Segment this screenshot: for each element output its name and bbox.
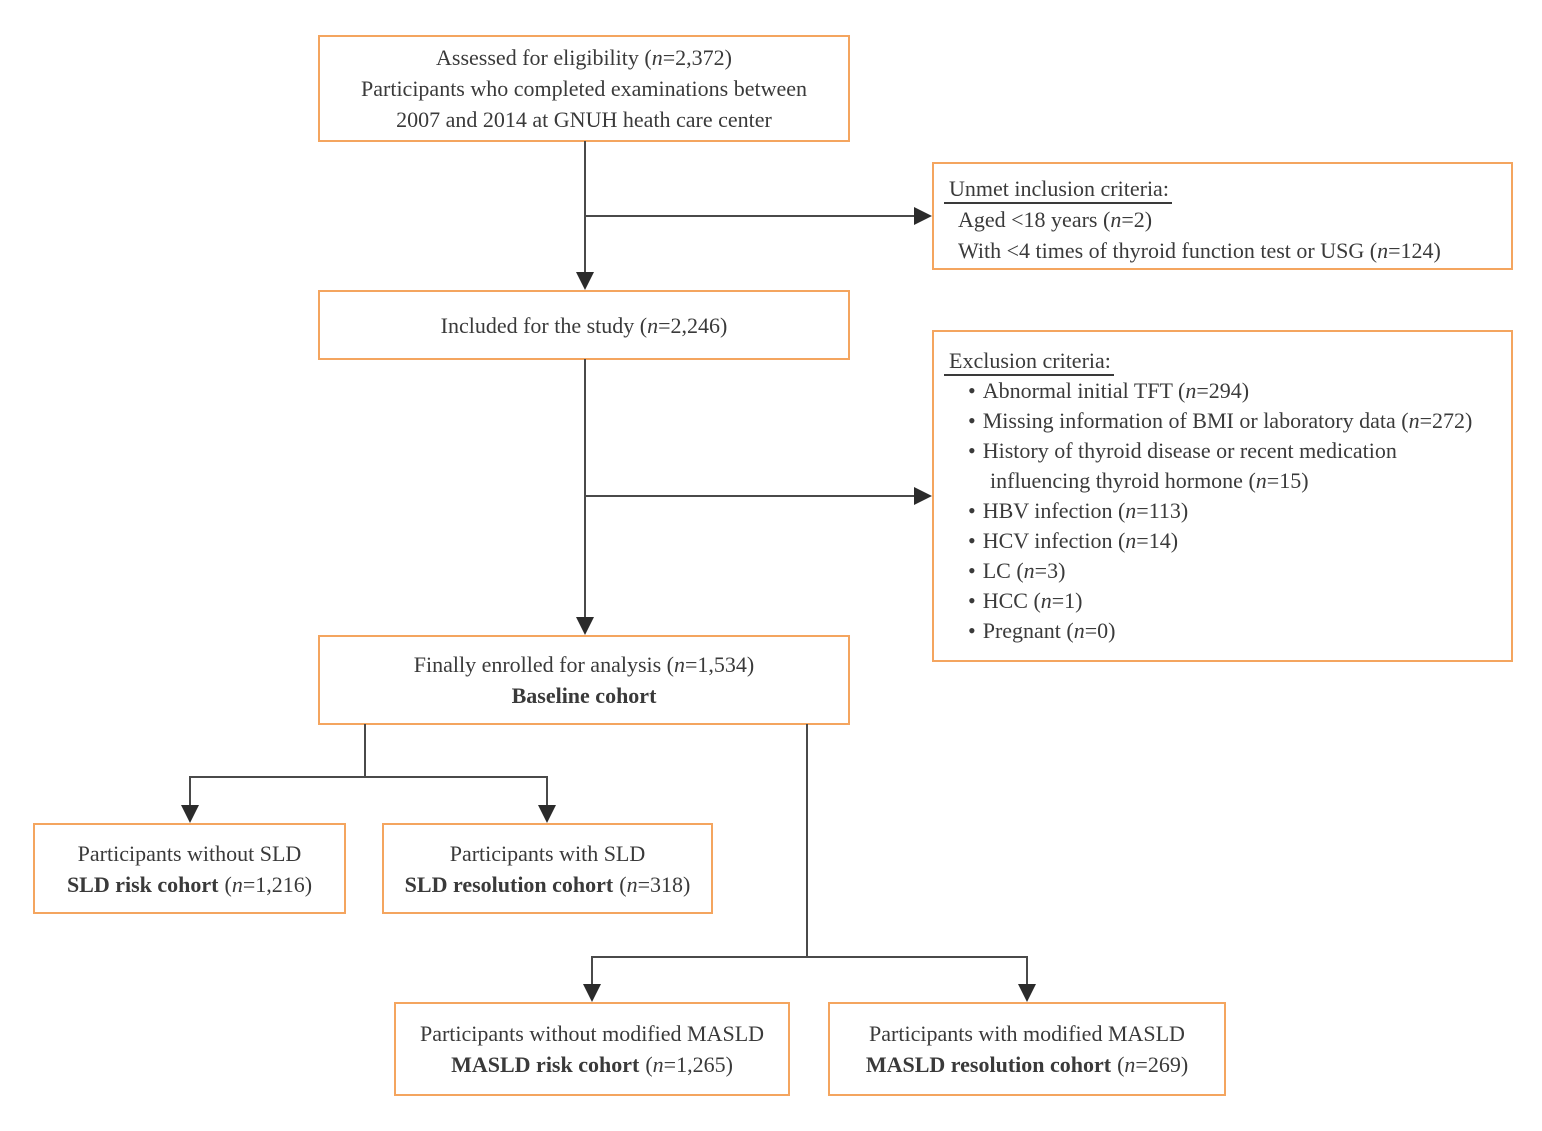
connector-to-masld-risk — [591, 956, 593, 985]
sld-res-line2 — [405, 869, 691, 900]
exclusion-item — [934, 556, 1511, 586]
bullet-icon: • — [968, 558, 976, 583]
arrowhead-down-icon — [576, 617, 594, 635]
connector-finally-sld-stem — [364, 724, 366, 777]
connector-to-exclusion-box — [585, 495, 914, 497]
box-finally-enrolled — [318, 635, 850, 725]
box-masld-resolution-cohort — [828, 1002, 1226, 1096]
arrowhead-right-icon — [914, 207, 932, 225]
box-sld-risk-cohort — [33, 823, 346, 914]
bullet-icon: • — [968, 528, 976, 553]
exclusion-item-text: HCC (n=1) — [982, 588, 1083, 613]
exclusion-item — [934, 406, 1511, 436]
bullet-icon: • — [968, 618, 976, 643]
arrowhead-down-icon — [538, 805, 556, 823]
exclusion-item-text: influencing thyroid hormone (n=15) — [990, 468, 1309, 493]
masld-risk-bold: MASLD risk cohort — [451, 1052, 640, 1077]
box-masld-risk-cohort — [394, 1002, 790, 1096]
arrowhead-down-icon — [1018, 984, 1036, 1002]
bullet-icon: • — [968, 588, 976, 613]
sld-res-count: (n=318) — [619, 871, 691, 897]
sld-risk-line2 — [67, 869, 312, 900]
unmet-title — [934, 173, 1511, 204]
baseline-cohort-label: Baseline cohort — [511, 683, 657, 708]
exclusion-item-text: Missing information of BMI or laboratory data (n=272) — [982, 408, 1473, 433]
arrowhead-right-icon — [914, 487, 932, 505]
unmet-item: With <4 times of thyroid function test or USG (n=124) — [958, 238, 1441, 263]
assessed-line3: 2007 and 2014 at GNUH heath care center — [396, 107, 772, 132]
exclusion-item-continuation — [934, 466, 1511, 496]
exclusion-item-text: HBV infection (n=113) — [982, 498, 1189, 523]
assessed-line2: Participants who completed examinations between — [361, 76, 807, 101]
finally-line1: Finally enrolled for analysis (n=1,534) — [413, 652, 755, 677]
bullet-icon: • — [968, 378, 976, 403]
sld-res-bold: SLD resolution cohort — [404, 871, 614, 897]
unmet-title-text: Unmet inclusion criteria: — [944, 176, 1172, 204]
box-included-for-study — [318, 290, 850, 360]
bullet-icon: • — [968, 408, 976, 433]
arrowhead-down-icon — [583, 984, 601, 1002]
connector-assessed-to-included — [584, 141, 586, 274]
unmet-item: Aged <18 years (n=2) — [958, 207, 1153, 232]
sld-res-line1: Participants with SLD — [449, 840, 646, 866]
connector-to-unmet-box — [585, 215, 914, 217]
assessed-line1: Assessed for eligibility (n=2,372) — [436, 45, 732, 70]
exclusion-item-text: HCV infection (n=14) — [982, 528, 1179, 553]
masld-risk-line1: Participants without modified MASLD — [419, 1021, 765, 1046]
connector-sld-branch-bar — [189, 776, 548, 778]
exclusion-item — [934, 496, 1511, 526]
masld-res-line1: Participants with modified MASLD — [869, 1021, 1185, 1046]
box-unmet-inclusion-criteria — [932, 162, 1513, 270]
connector-included-to-finally — [584, 359, 586, 617]
sld-risk-count: (n=1,216) — [224, 871, 313, 897]
sld-risk-line1: Participants without SLD — [77, 840, 302, 866]
arrowhead-down-icon — [576, 272, 594, 290]
exclusion-item-text: History of thyroid disease or recent medication — [982, 438, 1397, 463]
connector-to-masld-resolution — [1026, 956, 1028, 985]
exclusion-title — [934, 346, 1511, 376]
box-exclusion-criteria — [932, 330, 1513, 662]
exclusion-item — [934, 436, 1511, 466]
masld-res-bold: MASLD resolution cohort — [865, 1052, 1112, 1077]
sld-risk-bold: SLD risk cohort — [66, 871, 219, 897]
exclusion-title-text: Exclusion criteria: — [944, 348, 1114, 376]
bullet-icon: • — [968, 498, 976, 523]
included-line1: Included for the study (n=2,246) — [440, 312, 728, 338]
exclusion-item — [934, 616, 1511, 646]
connector-masld-branch-bar — [591, 956, 1028, 958]
exclusion-item-text: Pregnant (n=0) — [982, 618, 1116, 643]
exclusion-item — [934, 586, 1511, 616]
masld-res-count: (n=269) — [1117, 1052, 1189, 1077]
exclusion-item-text: LC (n=3) — [982, 558, 1066, 583]
arrowhead-down-icon — [181, 805, 199, 823]
exclusion-item-text: Abnormal initial TFT (n=294) — [982, 378, 1250, 403]
box-sld-resolution-cohort — [382, 823, 713, 914]
masld-res-line2 — [866, 1049, 1188, 1080]
exclusion-item — [934, 526, 1511, 556]
masld-risk-line2 — [451, 1049, 733, 1080]
bullet-icon: • — [968, 438, 976, 463]
connector-finally-masld-stem — [806, 724, 808, 957]
box-assessed-eligibility — [318, 35, 850, 142]
connector-to-sld-risk — [189, 776, 191, 806]
connector-to-sld-resolution — [546, 776, 548, 806]
masld-risk-count: (n=1,265) — [645, 1052, 733, 1077]
exclusion-item — [934, 376, 1511, 406]
